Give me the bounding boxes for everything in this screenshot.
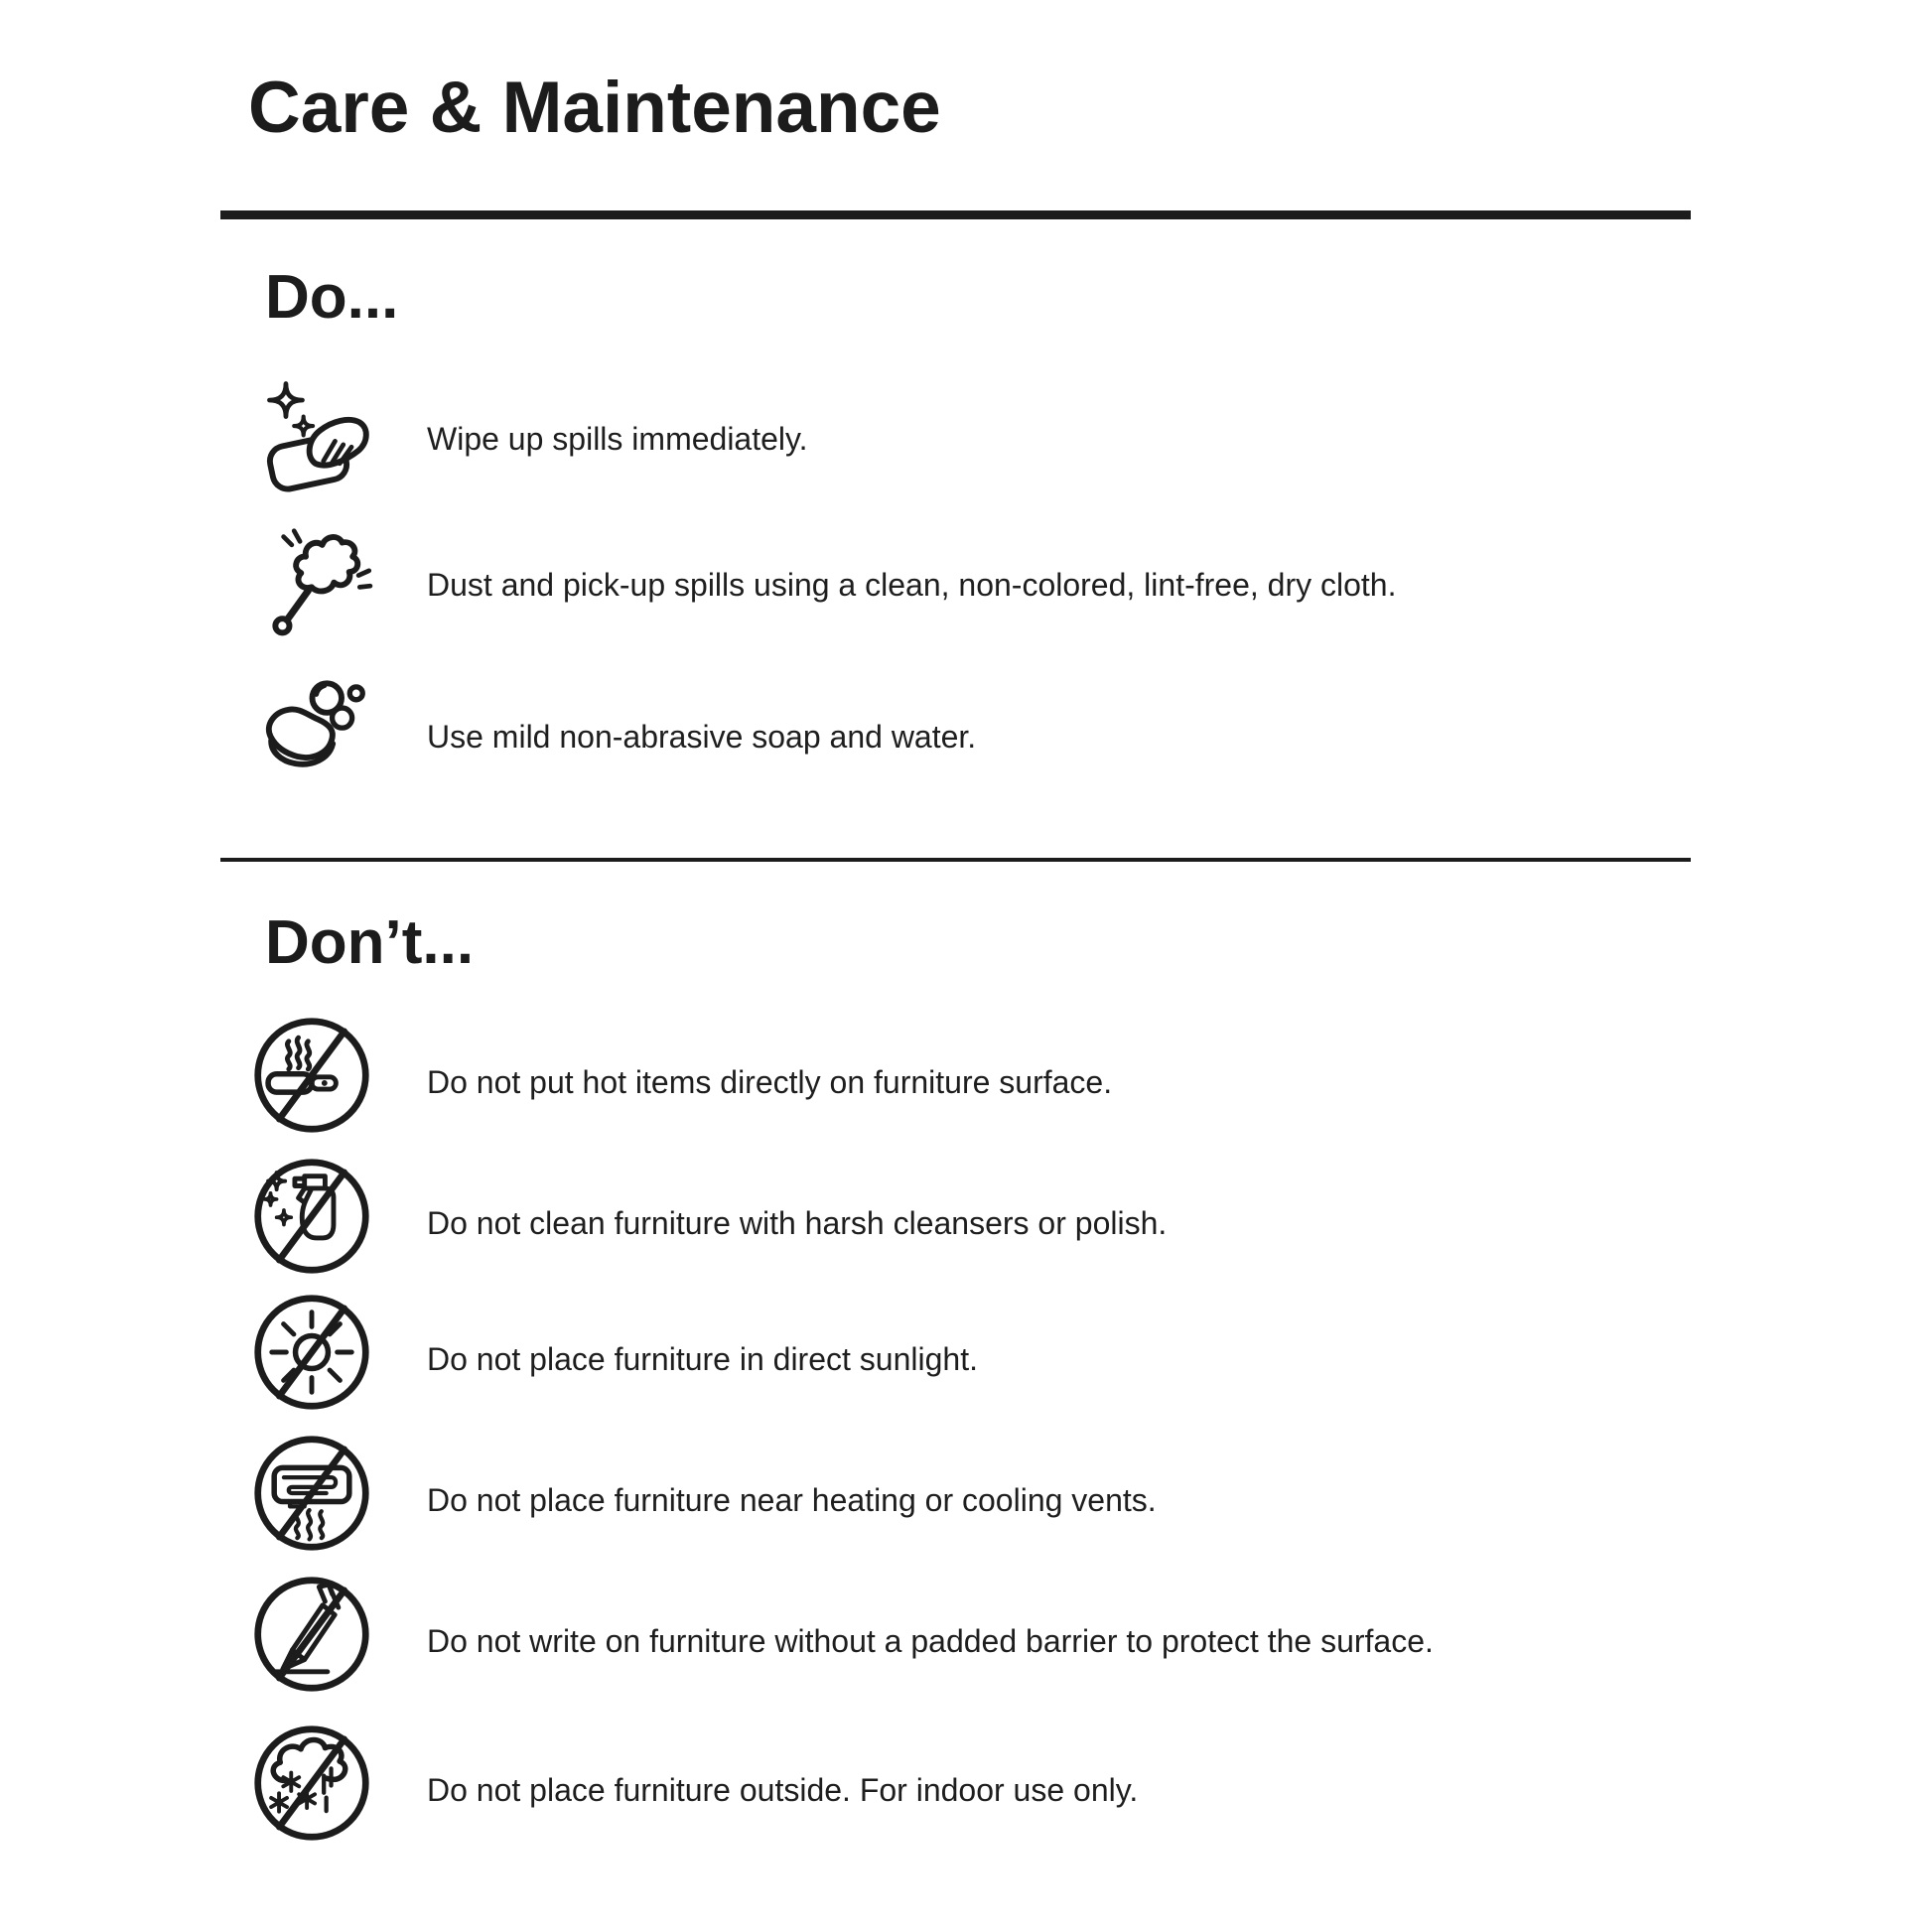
section-divider bbox=[220, 858, 1691, 862]
wipe-hand-icon bbox=[260, 380, 377, 497]
no-heating-vents-icon bbox=[251, 1433, 372, 1554]
dont-item-text: Do not place furniture in direct sunlight. bbox=[427, 1340, 978, 1377]
soap-icon bbox=[260, 678, 377, 795]
dont-item-text: Do not clean furniture with harsh cleansers or polish. bbox=[427, 1204, 1168, 1241]
dont-section-heading: Don’t... bbox=[265, 908, 475, 977]
no-outdoor-icon bbox=[251, 1723, 372, 1844]
no-direct-sunlight-icon bbox=[251, 1292, 372, 1413]
dont-item-row bbox=[251, 1574, 1434, 1695]
do-section-heading: Do... bbox=[265, 263, 399, 332]
dont-item-text: Do not place furniture outside. For indoor use only. bbox=[427, 1771, 1139, 1808]
dont-item-row bbox=[251, 1723, 1138, 1844]
no-hot-items-icon bbox=[251, 1015, 372, 1136]
do-item-text: Wipe up spills immediately. bbox=[427, 420, 808, 457]
page-title: Care & Maintenance bbox=[248, 68, 941, 148]
dont-item-row bbox=[251, 1292, 978, 1413]
do-item-text: Dust and pick-up spills using a clean, non-colored, lint-free, dry cloth. bbox=[427, 566, 1397, 603]
dont-item-text: Do not place furniture near heating or cooling vents. bbox=[427, 1481, 1157, 1518]
do-item-row bbox=[260, 677, 976, 796]
dont-item-row bbox=[251, 1015, 1112, 1136]
dont-item-row bbox=[251, 1156, 1167, 1277]
no-harsh-cleansers-icon bbox=[251, 1156, 372, 1277]
duster-icon bbox=[260, 526, 377, 643]
dont-item-text: Do not write on furniture without a padded barrier to protect the surface. bbox=[427, 1622, 1434, 1659]
no-writing-icon bbox=[251, 1574, 372, 1695]
title-rule bbox=[220, 210, 1691, 219]
do-item-row bbox=[260, 525, 1396, 644]
do-item-row bbox=[260, 379, 808, 498]
dont-item-row bbox=[251, 1433, 1157, 1554]
do-item-text: Use mild non-abrasive soap and water. bbox=[427, 718, 977, 755]
dont-item-text: Do not put hot items directly on furniture surface. bbox=[427, 1063, 1113, 1100]
